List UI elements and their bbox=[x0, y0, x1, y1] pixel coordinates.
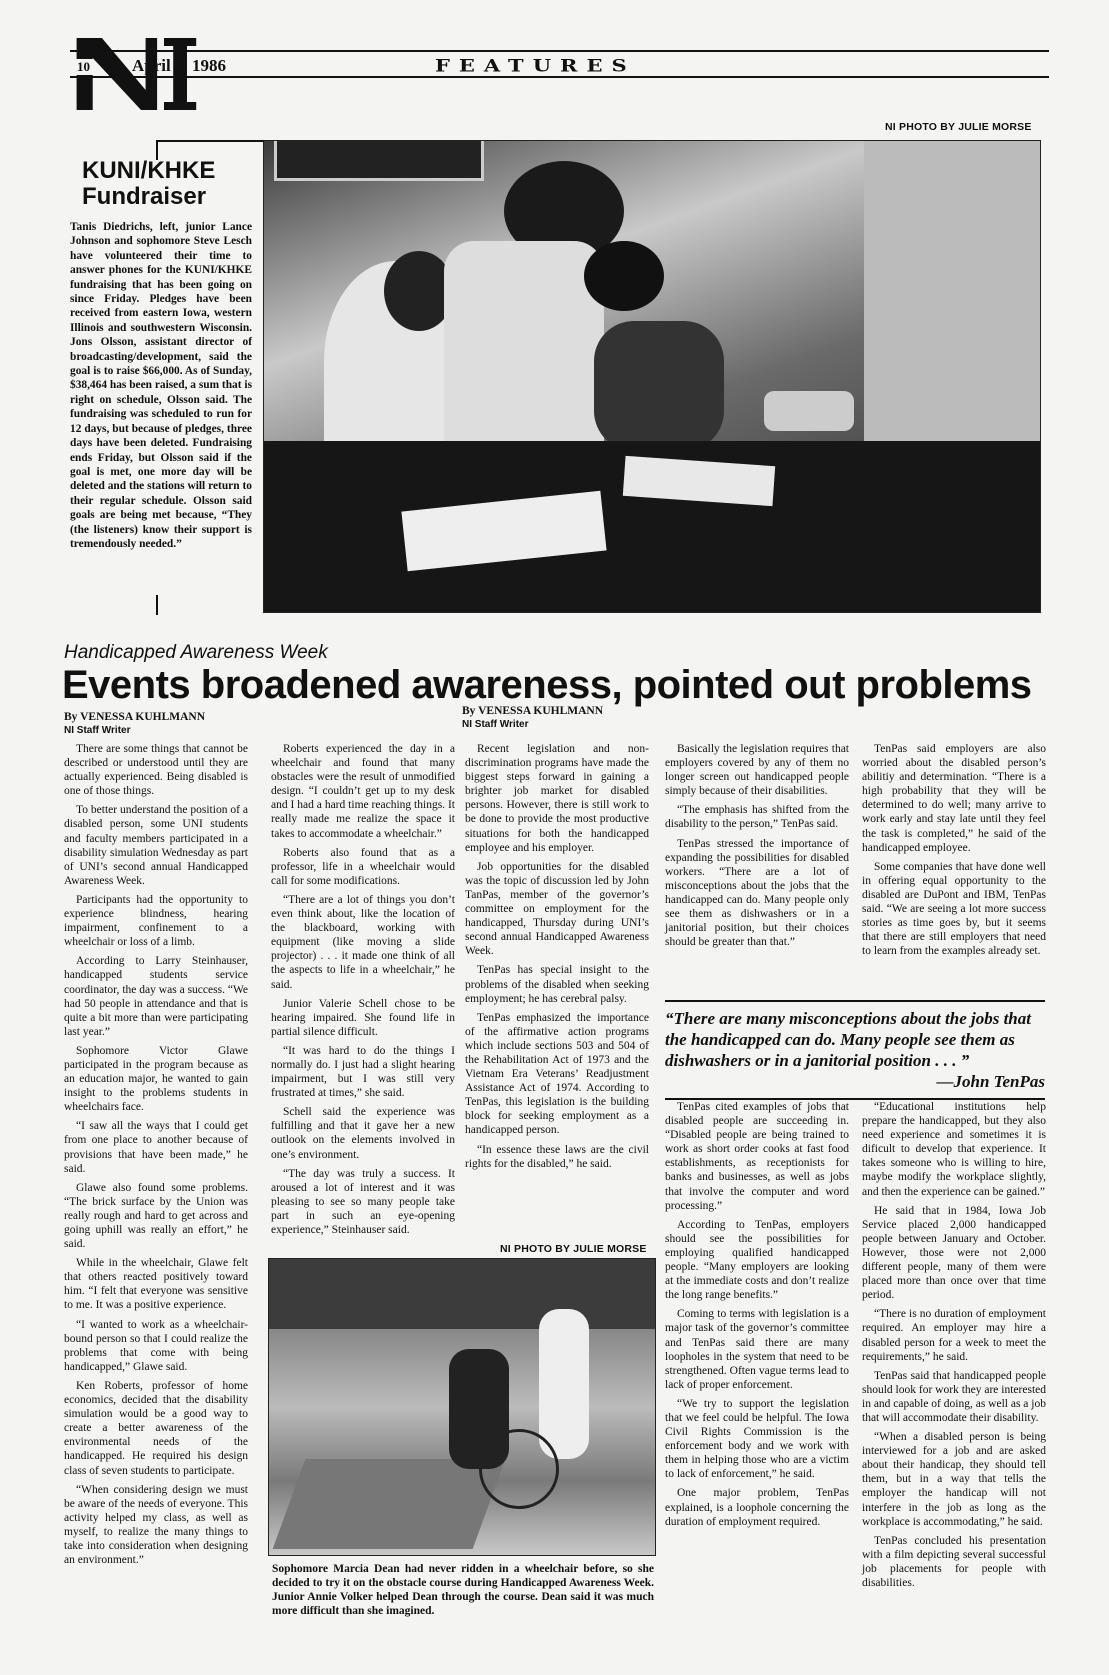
byline-name: By VENESSA KUHLMANN bbox=[462, 705, 604, 717]
story2-column-5-top bbox=[862, 742, 1046, 963]
article-paragraph: TenPas said that handicapped people should look for work they are interested in and capable of doing, as well as a job that will accommodate their disability. bbox=[862, 1369, 1046, 1424]
story2-column-4-top bbox=[665, 742, 849, 954]
article-paragraph: TenPas concluded his presentation with a film depicting several successful job placements for people with disabilities. bbox=[862, 1534, 1046, 1589]
sidebar-title bbox=[82, 158, 215, 210]
story1-byline bbox=[64, 711, 205, 737]
article-paragraph: Job opportunities for the disabled was the topic of discussion led by John TanPas, member of the governor’s committee on employment for the handicapped, Thursday during UNI’s second annual Handicapped Awareness Week. bbox=[465, 860, 649, 958]
article-paragraph: Coming to terms with legislation is a major task of the governor’s committee and TenPas said there are many loopholes in the system that need to be strengthened. Often vague terms lead to lack of proper enforcement. bbox=[665, 1308, 849, 1391]
sidebar-text: Tanis Diedrichs, left, junior Lance Johnson and sophomore Steve Lesch have volunteered their time to answer phones for the KUNI/KHKE fundraising that has been going on since Friday. Pledges have been received from eastern Iowa, western Illinois and southwestern Wisconsin. Jons Olsson, assistant director of broadcasting/development, said the goal is to raise $66,000. As of Sunday, $38,464 has been raised, a sum that is right on schedule, Olsson said. The fundraising was scheduled to run for 12 days, but because of pledges, three days have been deleted. Fundraising ends Friday, but Olsson said if the goal is met, one more day will be deleted and the stations will return to their regular schedule. Olsson said goals are being met because, “They (the listeners) know their support is tremendously needed.” bbox=[70, 221, 252, 550]
sidebar-bracket-bottom bbox=[156, 595, 158, 615]
article-paragraph: Basically the legislation requires that employers covered by any of them no longer screen out handicapped people simply because of their disabilities. bbox=[665, 743, 849, 798]
pull-quote-attribution: —John TenPas bbox=[936, 1072, 1045, 1091]
photo-caption: Sophomore Marcia Dean had never ridden in a wheelchair before, so she decided to try it on the obstacle course during Handicapped Awareness Week. Junior Annie Volker helped Dean through the course. Dean said it was much more difficult than she imagined. bbox=[272, 1563, 654, 1617]
article-paragraph: “There are a lot of things you don’t even think about, like the location of the blackboard, working with equipment (like moving a slide projector) . . . it made one think of all the aspects to life in a wheelchair,” he said. bbox=[271, 893, 455, 991]
ni-logo bbox=[72, 34, 199, 128]
article-paragraph: Recent legislation and non-discrimination programs have made the biggest steps forward in gaining a brighter job market for disabled persons. However, there is still work to be done to provide the most productive situations for both the handicapped employee and his employer. bbox=[465, 743, 649, 854]
wheelchair-photo bbox=[268, 1258, 656, 1556]
fundraiser-photo bbox=[263, 140, 1041, 613]
article-paragraph: TenPas cited examples of jobs that disabled people are succeeding in. “Disabled people are being trained to work as short order cooks at fast food establishments, as receptionists for banks and businesses, as well as jobs that involve the computer and word processing.” bbox=[665, 1101, 849, 1212]
byline-name: By VENESSA KUHLMANN bbox=[64, 711, 206, 723]
pull-quote bbox=[665, 1000, 1045, 1100]
article-paragraph: “When considering design we must be aware of the needs of everyone. This activity helped my class, as well as myself, to realize the many things to take into consideration when designing an environment.” bbox=[64, 1483, 248, 1567]
article-paragraph: He said that in 1984, Iowa Job Service placed 2,000 handicapped people between January and October. However, those were not 2,000 different people, many of them were placed more than once over that time period. bbox=[862, 1204, 1046, 1302]
article-paragraph: TenPas stressed the importance of expanding the possibilities for disabled workers. “There are a lot of misconceptions about the jobs that the handicapped can do. Many people only see them as dishwashers or in a janitorial position, but their choices should be greater than that.” bbox=[665, 837, 849, 949]
bottom-photo-credit: NI PHOTO BY JULIE MORSE bbox=[500, 1243, 647, 1255]
article-paragraph: Junior Valerie Schell chose to be hearing impaired. She found life in partial silence difficult. bbox=[271, 997, 455, 1038]
article-paragraph: TenPas has special insight to the problems of the disabled when seeking employment; he has cerebral palsy. bbox=[465, 964, 649, 1005]
article-paragraph: Schell said the experience was fulfilling and that it gave her a new outlook on the elements involved in one’s environment. bbox=[271, 1106, 455, 1161]
page-number: 10 bbox=[74, 59, 93, 75]
section-title: FEATURES bbox=[435, 55, 636, 76]
story1-column-2 bbox=[271, 742, 455, 1242]
article-paragraph: Some companies that have done well in offering equal opportunity to the disabled are DuPont and IBM, TenPas said. “We are seeing a lot more success stories as time goes by, but it seems that there are still employers that need to learn from the examples already set. bbox=[862, 860, 1046, 958]
story2-column-3 bbox=[465, 742, 649, 1176]
masthead-rule-bottom bbox=[70, 76, 1049, 78]
article-paragraph: “We try to support the legislation that we feel could be helpful. The Iowa Civil Rights Commission is the enforcement body and we work with them in helping those who are a victim to lack of enforcement,” he said. bbox=[665, 1397, 849, 1481]
story2-column-4-bottom bbox=[665, 1100, 849, 1534]
article-paragraph: “The day was truly a success. It aroused a lot of interest and it was pleasing to see so many people take part in such an eye-opening experience,” Steinhauser said. bbox=[271, 1167, 455, 1236]
sidebar-title-line1: KUNI/KHKE bbox=[82, 157, 216, 184]
pull-quote-text: “There are many misconceptions about the jobs that the handicapped can do. Many people see them as dishwashers or in a janitorial position . . . ” bbox=[665, 1009, 1031, 1070]
story1-column-1 bbox=[64, 742, 248, 1572]
article-paragraph: There are some things that cannot be described or understood until they are actually experienced. Being disabled is one of those things. bbox=[64, 743, 248, 798]
article-paragraph: “It was hard to do the things I normally do. I just had a slight hearing impairment, but I was still very frustrated at times,” she said. bbox=[271, 1044, 455, 1100]
story2-column-5-bottom bbox=[862, 1100, 1046, 1595]
masthead-rule-top bbox=[70, 50, 1049, 52]
top-photo-credit: NI PHOTO BY JULIE MORSE bbox=[885, 121, 1032, 133]
article-paragraph: Sophomore Victor Glawe participated in the program because as an education major, he wanted to gain insight to the problems students in wheelchairs face. bbox=[64, 1044, 248, 1114]
article-paragraph: “I wanted to work as a wheelchair-bound person so that I could realize the problems that come with being handicapped,” Glawe said. bbox=[64, 1318, 248, 1373]
byline-role: NI Staff Writer bbox=[462, 719, 529, 730]
article-paragraph: “When a disabled person is being interviewed for a job and are asked about their handicap, they should tell them, but in a way that tells the employer the handicap will not interfere in the job as long as the workplace is accommodating,” he said. bbox=[862, 1431, 1046, 1528]
article-paragraph: Roberts experienced the day in a wheelchair and found that many obstacles were the result of unmodified design. “I couldn’t get up to my desk and I had a hard time reaching things. It really made me realize the space it takes to accommodate a wheelchair.” bbox=[271, 743, 455, 840]
article-paragraph: “The emphasis has shifted from the disability to the person,” TenPas said. bbox=[665, 804, 849, 831]
article-headline: Events broadened awareness, pointed out problems bbox=[62, 663, 1032, 707]
article-paragraph: “In essence these laws are the civil rights for the disabled,” he said. bbox=[465, 1143, 649, 1170]
story2-byline bbox=[462, 705, 603, 731]
article-paragraph: One major problem, TenPas explained, is a loophole concerning the duration of employment required. bbox=[665, 1487, 849, 1528]
issue-date: April 8, 1986 bbox=[132, 56, 226, 75]
article-paragraph: According to Larry Steinhauser, handicapped students service coordinator, the day was a success. “We had 50 people in attendance and that is quite a bit more than were participating last year.” bbox=[64, 955, 248, 1038]
byline-role: NI Staff Writer bbox=[64, 725, 131, 736]
article-paragraph: “There is no duration of employment required. An employer may hire a disabled person for a week to meet the requirements,” he said. bbox=[862, 1308, 1046, 1363]
article-paragraph: Glawe also found some problems. “The brick surface by the Union was really rough and hard to get across and going uphill was really an effort,” he said. bbox=[64, 1181, 248, 1251]
article-paragraph: “I saw all the ways that I could get from one place to another because of provisions that have been made,” he said. bbox=[64, 1120, 248, 1175]
article-paragraph: While in the wheelchair, Glawe felt that others reacted positively toward him. “I felt that everyone was sensitive to me. It was a positive experience. bbox=[64, 1257, 248, 1312]
article-paragraph: “Educational institutions help prepare the handicapped, but they also need experience and sometimes it is dificult to develop that experience. It takes someone who is willing to hire, maybe modify the workplace slightly, and then the experience can be gained.” bbox=[862, 1101, 1046, 1198]
article-paragraph: To better understand the position of a disabled person, some UNI students and faculty members participated in a disability simulation Wednesday as part of UNI’s second annual Handicapped Awareness Week. bbox=[64, 804, 248, 887]
article-kicker: Handicapped Awareness Week bbox=[64, 642, 328, 663]
sidebar-title-line2: Fundraiser bbox=[82, 183, 207, 210]
article-paragraph: Ken Roberts, professor of home economics, decided that the disability simulation would be a good way to create a better awareness of the environmental needs of the handicapped. He required his design class of seven students to participate. bbox=[64, 1379, 248, 1477]
article-paragraph: According to TenPas, employers should see the possibilities for employing qualified handicapped people. “Many employers are looking at the immediate costs and don’t realize the long range benefits.” bbox=[665, 1218, 849, 1302]
article-paragraph: TenPas emphasized the importance of the affirmative action programs which include sections 503 and 504 of the Rehabilitation Act of 1973 and the Vietnam Era Veterans’ Readjustment Assistance Act of 1974. According to TenPas, this legislation is the building block for seeking employment as a handicapped person. bbox=[465, 1011, 649, 1137]
article-paragraph: Roberts also found that as a professor, life in a wheelchair would call for some modifications. bbox=[271, 846, 455, 887]
article-paragraph: TenPas said employers are also worried about the disabled person’s abilitiy and determination. “There is a high probability that they will be determined to do well; many arrive to work early and stay late until they feel the task is completed,” he said of the handicapped employee. bbox=[862, 743, 1046, 854]
article-paragraph: Participants had the opportunity to experience blindness, hearing impairment, confinement to a wheelchair or loss of a limb. bbox=[64, 893, 248, 949]
